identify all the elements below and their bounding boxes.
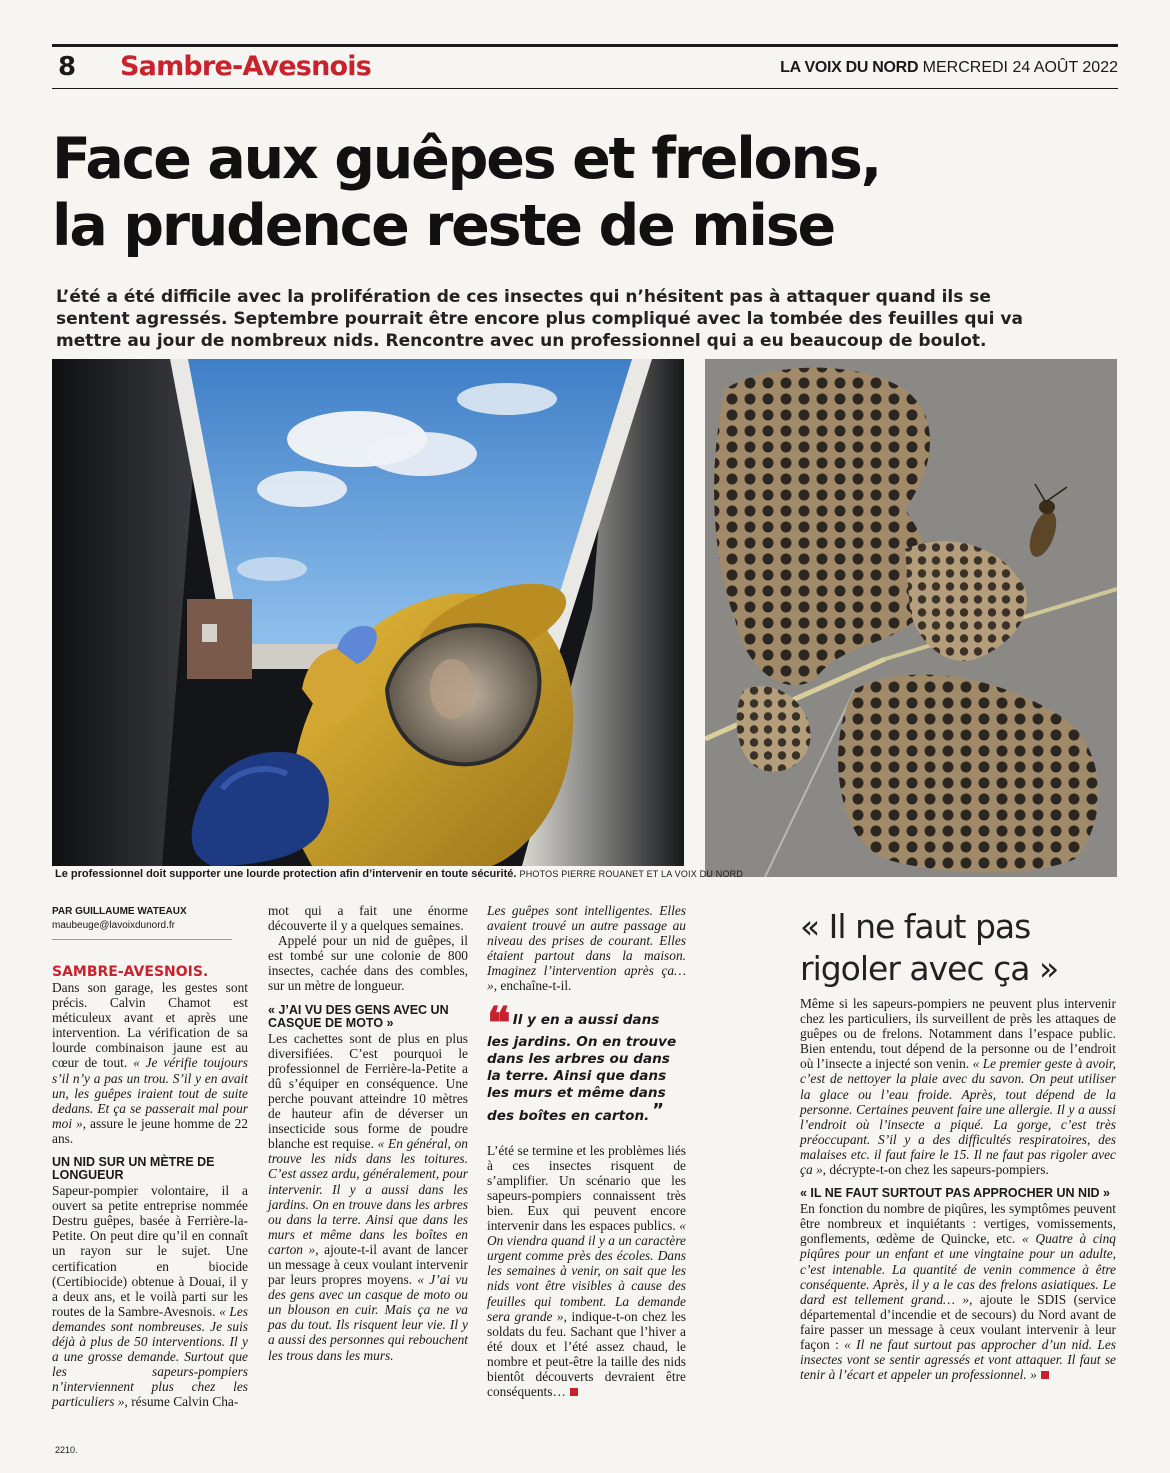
pull-quote xyxy=(487,997,686,1125)
text-span: L’été se termine et les problèmes liés à ces insectes risquent de s’amplifier. Un scénario que les sapeurs-pompiers connaissent très bien. Eux qui peuvent encore intervenir dans les espaces publics. xyxy=(487,1142,686,1234)
headline-line-1: Face aux guêpes et frelons, xyxy=(52,126,881,192)
paragraph-colony: Appelé pour un nid de guêpes, il est tombé sur une colonie de 800 insectes, cachée dans des combles, sur un mètre de longueur. xyxy=(268,933,468,994)
text-span: , ajoute-t-il avant de lancer un message à ceux voulant intervenir par leurs propres moyens. xyxy=(268,1241,468,1288)
author-email-link[interactable]: maubeuge@lavoixdunord.fr xyxy=(52,920,176,931)
caption-text: Le professionnel doit supporter une lourde protection afin d’intervenir en toute sécurité. xyxy=(55,868,517,880)
paragraph-business xyxy=(52,1183,248,1409)
paragraph-intro xyxy=(52,980,248,1146)
newspaper-name: LA VOIX DU NORD xyxy=(780,59,919,76)
quote-span: « Les demandes sont nombreuses. Je suis déjà à plus de 50 interventions. Il y a une grosse demande. Surtout que les sapeurs-pompiers n’interviennent plus chez les particuliers » xyxy=(52,1303,248,1410)
text-span: Sapeur-pompier volontaire, il a ouvert sa petite entreprise nommée Destru guêpes, basée à Ferrière-la-Petite. On peut dire qu’il en connaît un rayon sur le sujet. Une certification en biocide (Certibiocide) obtenue à Douai, il y a deux ans, et le voilà parti sur les routes de la Sambre-Avesnois. xyxy=(52,1183,248,1319)
photo-wasp-nest xyxy=(705,359,1117,877)
subheading-nest-length: UN NID SUR UN MÈTRE DE LONGUEUR xyxy=(52,1155,215,1183)
sidebar-paragraph-first-aid xyxy=(800,996,1116,1177)
quote-open-icon: ❝ xyxy=(487,997,511,1049)
paragraph-intelligent-wasps xyxy=(487,903,686,994)
nest-illustration xyxy=(705,359,1117,877)
dateline-kicker: SAMBRE-AVESNOIS. xyxy=(52,964,209,980)
footer-code: 2210. xyxy=(55,1445,78,1455)
paragraph-equipment xyxy=(268,1031,468,1363)
photo-credit: PHOTOS PIERRE ROUANET ET LA VOIX DU NORD xyxy=(519,869,744,879)
quote-span: « Le premier geste à avoir, c’est de nettoyer la plaie avec du savon. On peut utiliser la glace ou l’eau froide. Après, tout dépend de la personne. Certaines peuvent faire une allergie. Il y a aussi l’endroit où l’insecte a piqué. La gorge, c’est très préoccupant. S’il y a des difficultés respiratoires, des malaises etc. il faut faire le 15. Il ne faut pas rigoler avec ça » xyxy=(800,1056,1116,1178)
quote-span: « Quatre à cinq piqûres pour un enfant et une vingtaine pour un adulte, c’est intenable. La quantité de venin commence à être conséquente. Après, il y a le cas des frelons asiatiques. Le dard est tellement grand… » xyxy=(800,1231,1116,1307)
quote-span: « J’ai vu des gens avec un casque de moto ou un blouson en cuir. Mais ça ne va pas du tout. Ils risquent leur vie. Il y a aussi des personnes qui rebouchent les trous dans les murs. xyxy=(268,1272,468,1363)
sidebar-title: « Il ne faut pas rigoler avec ça » xyxy=(800,907,1059,988)
article-column-3 xyxy=(487,903,686,1399)
text-span: , décrypte-t-on chez les sapeurs-pompiers. xyxy=(822,1162,1049,1178)
subheading-motorcycle-helmet: « J’AI VU DES GENS AVEC UN CASQUE DE MOTO » xyxy=(268,1002,449,1030)
quote-span: « Je vérifie toujours s’il n’y a pas un trou. S’il y en avait un, les guêpes iraient tout de suite dedans. Et ça se passerait mal pour moi » xyxy=(52,1055,248,1131)
header-top-rule xyxy=(52,44,1118,47)
photo-illustration xyxy=(52,359,684,866)
issue-date: MERCREDI 24 AOÛT 2022 xyxy=(922,59,1118,76)
article-column-2 xyxy=(268,903,468,1363)
photo-caption xyxy=(55,868,744,880)
sidebar-paragraph-symptoms xyxy=(800,1201,1116,1382)
quote-span: « On viendra quand il y a un caractère urgent comme près des écoles. Dans les semaines à venir, on sait que les nids vont être visibles à cause des feuilles qui tombent. La demande sera grande » xyxy=(487,1218,686,1324)
paragraph-season-end xyxy=(487,1143,686,1400)
text-span: , résume Calvin Cha- xyxy=(124,1394,239,1410)
sidebar-column xyxy=(800,996,1116,1382)
page-number: 8 xyxy=(58,52,77,82)
paragraph-discovery: mot qui a fait une énorme découverte il y a quelques semaines. xyxy=(268,903,468,934)
photo-professional-in-suit xyxy=(52,359,684,866)
headline-line-2: la prudence reste de mise xyxy=(52,193,834,259)
article-column-1 xyxy=(52,905,248,1409)
text-span: En fonction du nombre de piqûres, les symptômes peuvent être nombreux et inquiétants : vertiges, vomissements, gonflements, œdème de Quincke, etc. xyxy=(800,1201,1116,1247)
byline-rule xyxy=(52,939,232,940)
section-title: Sambre-Avesnois xyxy=(120,51,371,82)
header-bottom-rule xyxy=(52,88,1118,89)
pull-quote-text: Il y en a aussi dans les jardins. On en trouve dans les arbres ou dans la terre. Ainsi que dans les murs et même dans des boîtes en carton. xyxy=(487,1011,677,1124)
article-headline xyxy=(52,126,1052,260)
text-span: , assure le jeune homme de 22 ans. xyxy=(52,1115,248,1146)
quote-span: « En général, on trouve les nids dans les toitures. C’est assez ardu, généralement, pour intervenir. Il y a aussi dans les jardins. On en trouve dans les arbres ou dans la terre. Ainsi que dans les murs et même dans les boîtes en carton » xyxy=(268,1136,468,1257)
text-span: , enchaîne-t-il. xyxy=(493,978,572,994)
article-end-mark xyxy=(570,1388,578,1396)
byline: PAR GUILLAUME WATEAUX xyxy=(52,906,187,917)
page-header xyxy=(52,50,1118,86)
quote-close-icon: ” xyxy=(652,1099,665,1121)
text-span: Dans son garage, les gestes sont précis. Calvin Chamot est méticuleux avant et après une intervention. La vérification de sa lourde combinaison jaune est au cœur de tout. xyxy=(52,980,248,1071)
article-lead: L’été a été difficile avec la prolifération de ces insectes qui n’hésitent pas à attaquer quand ils se sentent agressés. Septembre pourrait être encore plus compliqué avec la tombée des feuilles qui va mettre au jour de nombreux nids. Rencontre avec un professionnel qui a eu beaucoup de boulot. xyxy=(56,287,1023,351)
text-span: , ajoute le SDIS (service départemental d’incendie et de secours) du Nord avant de faire passer un message à ceux voulant intervenir à leur façon : xyxy=(800,1291,1116,1352)
sidebar-end-mark xyxy=(1041,1371,1049,1379)
quote-span: « Il ne faut surtout pas approcher d’un nid. Les insectes vont se sentir agressés et vont attaquer. Il faut se tenir à l’écart et appeler un professionnel. » xyxy=(800,1336,1116,1383)
text-span: Les cachettes sont de plus en plus diversifiées. C’est pourquoi le professionnel de Ferrière-la-Petite a dû s’équiper en conséquence. Une perche pouvant atteindre 10 mètres de hauteur afin de déverser un insecticide sous forme de poudre blanche est requise. xyxy=(268,1030,468,1152)
text-span: , indique-t-on chez les soldats du feu. Sachant que l’hiver a été doux et l’été assez chaud, le nombre et peut-être la taille des nids bientôt découverts devraient être conséquents… xyxy=(487,1308,686,1400)
masthead xyxy=(780,59,1118,77)
quote-span: Les guêpes sont intelligentes. Elles avaient trouvé un autre passage au niveau des prises de courant. Elles étaient partout dans la maison. Imaginez l’intervention après ça… » xyxy=(487,903,686,994)
sidebar-subheading: « IL NE FAUT SURTOUT PAS APPROCHER UN NID » xyxy=(800,1186,1110,1201)
text-span: Même si les sapeurs-pompiers ne peuvent plus intervenir chez les particuliers, ils surveillent de près les attaques de guêpes ou de frelons. Notamment dans l’espace public. Bien entendu, tout dépend de la personne ou de l’endroit où l’insecte a injecté son venin. xyxy=(800,996,1116,1072)
